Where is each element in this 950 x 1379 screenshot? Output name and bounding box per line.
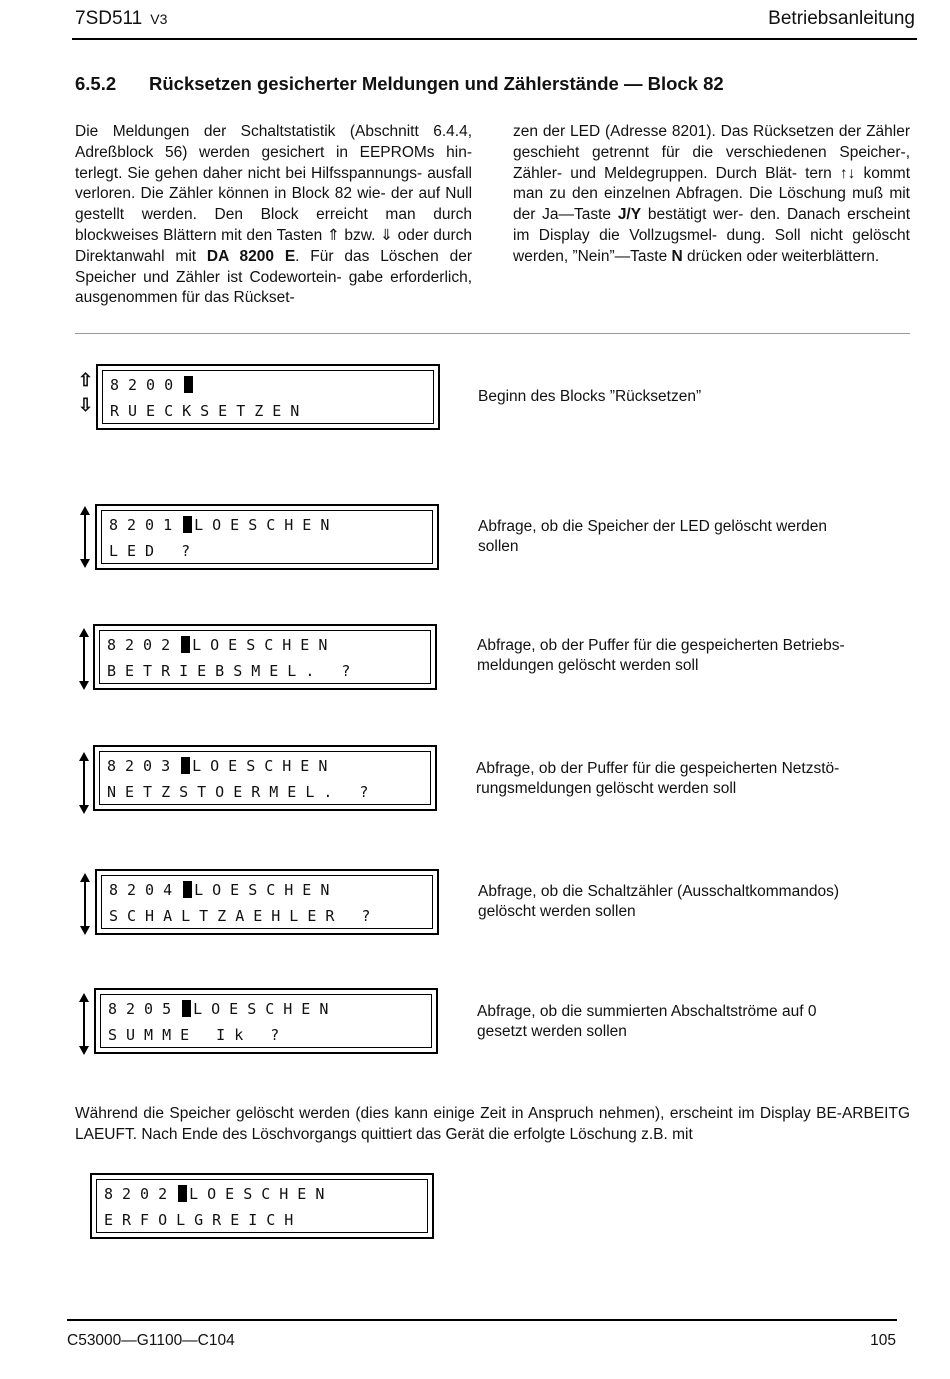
lcd-address: 8200	[110, 376, 183, 394]
header-rule	[72, 38, 917, 40]
lcd-line-1: 8203 LOESCHEN	[107, 757, 337, 775]
item-scroll-arrows-icon	[77, 752, 91, 814]
lcd-cursor	[183, 881, 192, 898]
section-divider	[75, 333, 910, 334]
footer-doc-number: C53000—G1100—C104	[67, 1332, 235, 1349]
page-number: 105	[870, 1332, 896, 1349]
lcd-line-2: NETZSTOERMEL. ?	[107, 783, 378, 801]
item-scroll-arrows-icon	[78, 506, 92, 568]
display-description-8203: Abfrage, ob der Puffer für die gespeicherten Netzstö- rungsmeldungen gelöscht werden soll	[476, 760, 840, 797]
yes-key: J/Y	[617, 206, 642, 224]
lcd-display-8205	[94, 988, 438, 1054]
footer-rule	[67, 1319, 897, 1321]
lcd-display-8202	[93, 624, 437, 690]
no-key: N	[671, 247, 683, 265]
lcd-cursor	[183, 516, 192, 533]
lcd-display-8204	[95, 869, 439, 935]
lcd-display-confirmation	[90, 1173, 434, 1239]
lcd-address: 8202	[104, 1185, 177, 1203]
lcd-cursor	[181, 757, 190, 774]
lcd-line-2: RUECKSETZEN	[110, 402, 309, 420]
header-title: Betriebsanleitung	[768, 8, 915, 29]
intro-left-column: Die Meldungen der Schaltstatistik (Abschnitt 6.4.4, Adreßblock 56) werden gesichert in EEPROMs hin- terlegt. Sie gehen daher nicht bei Hilfsspannungs- ausfall verloren. Die Zähler können in Block 82 wie- der auf Null gestellt werden. Den Block erreicht man durch blockweises Blättern mit den Tasten ⇑ bzw. ⇓ oder durch Direktanwahl mit DA 8200 E. Für das Löschen der Speicher und Zähler ist Codewortein- gabe erforderlich, ausgenommen für das Rückset-	[75, 123, 473, 307]
lcd-line-1: 8202 LOESCHEN	[107, 636, 337, 654]
lcd-cursor	[182, 1000, 191, 1017]
lcd-line-2: LED ?	[109, 542, 200, 560]
lcd-line-2: ERFOLGREICH	[104, 1211, 303, 1229]
lcd-address: 8202	[107, 636, 180, 654]
item-scroll-arrows-icon	[78, 873, 92, 935]
lcd-line-1	[110, 376, 195, 394]
lcd-line-2: SCHALTZAEHLER ?	[109, 907, 380, 925]
display-description-8204: Abfrage, ob die Schaltzähler (Ausschaltkommandos) gelöscht werden sollen	[478, 883, 839, 920]
direct-address-code: DA 8200 E	[206, 247, 296, 265]
display-description-8201: Abfrage, ob die Speicher der LED gelöscht werden sollen	[478, 518, 827, 555]
display-description-8205: Abfrage, ob die summierten Abschaltströme auf 0 gesetzt werden sollen	[477, 1003, 817, 1040]
section-heading: Rücksetzen gesicherter Meldungen und Zählerstände — Block 82	[149, 73, 724, 94]
header-version: V3	[150, 11, 168, 27]
lcd-address: 8203	[107, 757, 180, 775]
item-scroll-arrows-icon	[77, 628, 91, 690]
lcd-line-1: 8204 LOESCHEN	[109, 881, 339, 899]
lcd-line-1: 8202 LOESCHEN	[104, 1185, 334, 1203]
lcd-address: 8201	[109, 516, 182, 534]
lcd-line-2: SUMME Ik ?	[108, 1026, 289, 1044]
intro-right-column: zen der LED (Adresse 8201). Das Rücksetzen der Zähler geschieht getrennt für die verschiedenen Speicher-, Zähler- und Meldegruppen. Durch Blät- tern ↑↓ kommt man zu den einzelnen Abfragen. Die Löschung muß mit der Ja—Taste J/Y bestätigt wer- den. Danach erscheint im Display die Vollzugsmel- dung. Soll nicht gelöscht werden, ”Nein”—Taste N drücken oder weiterblättern.	[513, 123, 911, 265]
lcd-cursor	[178, 1185, 187, 1202]
lcd-address: 8204	[109, 881, 182, 899]
lcd-display-8200	[96, 364, 440, 430]
block-down-arrow-icon: ⇩	[78, 395, 94, 415]
header-doc-id: 7SD511 V3	[75, 8, 168, 29]
lcd-line-2: BETRIEBSMEL. ?	[107, 662, 360, 680]
item-scroll-arrows-icon	[77, 993, 91, 1055]
display-description-8202: Abfrage, ob der Puffer für die gespeicherten Betriebs- meldungen gelöscht werden soll	[477, 637, 845, 674]
lcd-cursor	[181, 636, 190, 653]
closing-paragraph: Während die Speicher gelöscht werden (dies kann einige Zeit in Anspruch nehmen), erscheint im Display BE-ARBEITG LAEUFT. Nach Ende des Löschvorgangs quittiert das Gerät die erfolgte Löschung z.B. mit	[75, 1105, 910, 1143]
lcd-display-8201	[95, 504, 439, 570]
display-description-8200: Beginn des Blocks ”Rücksetzen”	[478, 388, 702, 405]
lcd-cursor	[184, 376, 193, 393]
lcd-display-8203	[93, 745, 437, 811]
lcd-line-1: 8205 LOESCHEN	[108, 1000, 338, 1018]
section-title	[75, 73, 724, 95]
lcd-address: 8205	[108, 1000, 181, 1018]
block-up-arrow-icon: ⇧	[78, 370, 94, 390]
section-number: 6.5.2	[75, 73, 117, 94]
lcd-line-1: 8201 LOESCHEN	[109, 516, 339, 534]
